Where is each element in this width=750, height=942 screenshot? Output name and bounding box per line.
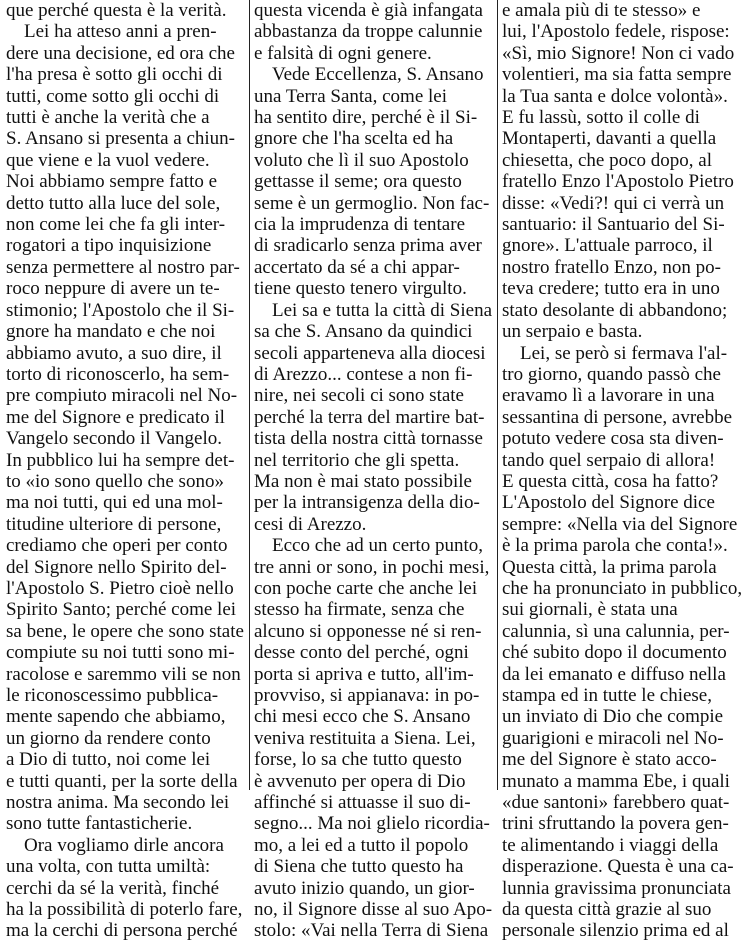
text-line: senza permettere al nostro par-: [6, 256, 240, 278]
text-line: e falsità di ogni genere.: [254, 42, 432, 64]
text-line: pre compiuto miracoli nel No-: [6, 385, 238, 407]
text-line: gnore». L'attuale parroco, il: [502, 235, 713, 257]
text-line: Spirito Santo; perché come lei: [6, 599, 237, 621]
text-line: da questa città grazie al suo: [502, 899, 712, 921]
text-line: di Arezzo... contese a non fi-: [254, 363, 473, 385]
text-line: «Sì, mio Signore! Non ci vado: [502, 42, 735, 64]
text-column-1: [6, 0, 244, 942]
text-line: Ma non è mai stato possibile: [254, 470, 472, 492]
text-line: In pubblico lui ha sempre det-: [6, 449, 235, 471]
text-line: gettasse il seme; ora questo: [254, 171, 462, 193]
column-rule-1: [249, 0, 250, 790]
text-column-2: [254, 0, 493, 942]
text-line: nel territorio che gli spetta.: [254, 449, 460, 471]
text-line: sa bene, le opere che sono state: [6, 620, 244, 642]
text-line: no, il Signore disse al suo Apo-: [254, 899, 493, 921]
text-line: racolose e saremmo vili se non: [6, 663, 241, 685]
text-line: Ora vogliamo dirle ancora: [24, 834, 224, 856]
text-line: e tutti quanti, per la sorte della: [6, 770, 238, 792]
text-line: ché subito dopo il documento: [502, 642, 727, 664]
text-line: detto tutto alla luce del sole,: [6, 192, 221, 214]
text-line: con poche carte che anche lei: [254, 577, 478, 599]
text-line: crediamo che operi per conto: [6, 535, 228, 557]
text-line: affinché si attuasse il suo di-: [254, 792, 471, 814]
text-line: Ecco che ad un certo punto,: [272, 535, 484, 557]
text-line: desse conto del perché, ogni: [254, 642, 469, 664]
text-line: teva credere; tutto era in uno: [502, 278, 720, 300]
text-line: sui giornali, è stata una: [502, 599, 678, 621]
text-line: mo, a lei ed a tutto il popolo: [254, 834, 469, 856]
text-line: que viene e la vuol vedere.: [6, 149, 210, 171]
text-line: tiene questo tenero virgulto.: [254, 278, 467, 300]
text-line: tre anni or sono, in pochi mesi,: [254, 556, 490, 578]
text-line: tro giorno, quando passò che: [502, 363, 721, 385]
text-line: avuto inizio quando, un gior-: [254, 877, 475, 899]
text-line: di sradicarlo senza prima aver: [254, 235, 482, 257]
text-line: nostro fratello Enzo, non po-: [502, 256, 721, 278]
text-line: gnore che l'ha scelta ed ha: [254, 128, 454, 150]
text-line: alcuno si opponesse né si ren-: [254, 620, 482, 642]
column-rule-2: [497, 0, 498, 790]
text-line: dere una decisione, ed ora che: [6, 42, 235, 64]
text-line: «due santoni» farebbero quat-: [502, 792, 730, 814]
text-line: Noi abbiamo sempre fatto e: [6, 171, 218, 193]
text-line: Questa città, la prima parola: [502, 556, 717, 578]
text-line: segno... Ma noi glielo ricordia-: [254, 813, 490, 835]
text-line: disperazione. Questa è una ca-: [502, 856, 734, 878]
text-line: non come lei che fa gli inter-: [6, 214, 226, 236]
text-line: voluto che lì il suo Apostolo: [254, 149, 469, 171]
text-line: volentieri, ma sia fatta sempre: [502, 64, 732, 86]
text-line: potuto vedere cosa sta diven-: [502, 428, 724, 450]
text-line: ma noi tutti, qui ed una mol-: [6, 492, 223, 514]
text-line: porta si apriva e tutto, all'im-: [254, 663, 474, 685]
text-line: roco neppure di avere un te-: [6, 278, 220, 300]
text-line: a Dio di tutto, noi come lei: [6, 749, 211, 771]
text-line: cia la imprudenza di tentare: [254, 214, 466, 236]
text-line: tista della nostra città tornasse: [254, 428, 483, 450]
text-line: di Siena che tutto questo ha: [254, 856, 464, 878]
text-line: è la prima parola che conta!».: [502, 535, 728, 557]
text-line: Lei ha atteso anni a pren-: [24, 21, 217, 43]
text-line: sessantina di persone, avrebbe: [502, 406, 733, 428]
text-line: le riconoscessimo pubblica-: [6, 685, 219, 706]
text-line: sono tutte fantasticherie.: [6, 813, 193, 835]
text-line: del Signore nello Spirito del-: [6, 556, 227, 578]
text-line: rogatori a tipo inquisizione: [6, 235, 212, 257]
text-line: questa vicenda è già infangata: [254, 0, 483, 21]
text-line: nostra anima. Ma secondo lei: [6, 792, 230, 814]
text-column-3: [502, 0, 744, 942]
text-line: Lei, se però si fermava l'al-: [520, 342, 728, 364]
text-line: titudine ulteriore di persone,: [6, 513, 222, 535]
text-line: una volta, con tutta umiltà:: [6, 856, 211, 878]
text-line: Montaperti, davanti a quella: [502, 128, 717, 150]
text-line: un giorno da rendere conto: [6, 727, 211, 749]
text-line: ma la cerchi di persona perché: [6, 920, 238, 942]
text-line: munato a mamma Ebe, i quali: [502, 770, 730, 792]
column-2-text: [254, 0, 492, 942]
text-line: cesi di Arezzo.: [254, 513, 367, 535]
text-line: abbiamo avuto, a suo dire, il: [6, 342, 222, 364]
text-line: Lei sa e tutta la città di Siena: [272, 299, 493, 321]
text-line: che ha pronunciato in pubblico,: [502, 577, 743, 599]
text-line: santuario: il Santuario del Si-: [502, 214, 725, 236]
text-line: stolo: «Vai nella Terra di Siena: [254, 920, 489, 942]
text-line: ha la possibilità di poterlo fare,: [6, 899, 243, 921]
text-line: E fu lassù, sotto il colle di: [502, 107, 700, 129]
text-line: Vede Eccellenza, S. Ansano: [272, 64, 484, 86]
text-line: forse, lo sa che tutto questo: [254, 749, 462, 771]
text-line: me del Signore è stato acco-: [502, 749, 717, 771]
text-line: lunnia gravissima pronunciata: [502, 877, 731, 899]
text-line: nire, nei secoli ci sono state: [254, 385, 464, 407]
text-line: trini sfruttando la povera gen-: [502, 813, 729, 835]
text-line: tando quel serpaio di allora!: [502, 449, 716, 471]
column-3-text: [502, 0, 744, 942]
text-line: E questa città, cosa ha fatto?: [502, 470, 719, 492]
text-line: da lei emanato e diffuso nella: [502, 663, 726, 685]
text-line: disse: «Vedi?! qui ci verrà un: [502, 192, 725, 214]
text-line: chiesetta, che poco dopo, al: [502, 149, 712, 171]
column-1-text: [6, 0, 244, 942]
text-line: seme è un germoglio. Non fac-: [254, 192, 490, 214]
text-line: stesso ha firmate, senza che: [254, 599, 465, 621]
text-line: S. Ansano si presenta a chiun-: [6, 128, 236, 150]
text-line: guarigioni e miracoli nel No-: [502, 727, 724, 749]
text-line: cerchi da sé la verità, finché: [6, 877, 220, 899]
text-line: provviso, si appianava: in po-: [254, 685, 480, 706]
text-line: è avvenuto per opera di Dio: [254, 770, 466, 792]
text-line: chi mesi ecco che S. Ansano: [254, 706, 471, 728]
text-line: un serpaio e basta.: [502, 321, 643, 343]
text-line: calunnia, sì una calunnia, per-: [502, 620, 730, 642]
text-line: stampa ed in tutte le chiese,: [502, 685, 712, 706]
text-line: una Terra Santa, come lei: [254, 85, 447, 107]
text-line: eravamo lì a lavorare in una: [502, 385, 715, 407]
text-line: que perché questa è la verità.: [6, 0, 227, 21]
text-line: tutti, come sotto gli occhi di: [6, 85, 220, 107]
text-line: stimonio; l'Apostolo che il Si-: [6, 299, 235, 321]
text-line: abbastanza da troppe calunnie: [254, 21, 483, 43]
text-line: to «io sono quello che sono»: [6, 470, 224, 492]
text-line: la Tua santa e dolce volontà».: [502, 85, 728, 107]
text-line: stato desolante di abbandono;: [502, 299, 728, 321]
text-line: e amala più di te stesso» e: [502, 0, 701, 21]
text-line: l'ha presa è sotto gli occhi di: [6, 64, 223, 86]
text-line: torto di riconoscerlo, ha sem-: [6, 363, 230, 385]
text-line: L'Apostolo del Signore dice: [502, 492, 715, 514]
text-line: gnore ha mandato e che noi: [6, 321, 216, 343]
text-line: personale silenzio prima ed al: [502, 920, 729, 942]
text-line: compiute su noi tutti sono mi-: [6, 642, 235, 664]
text-line: tutti è anche la verità che a: [6, 107, 210, 129]
text-line: l'Apostolo S. Pietro cioè nello: [6, 577, 234, 599]
text-line: mente sapendo che abbiamo,: [6, 706, 226, 728]
text-line: me del Signore e predicato il: [6, 406, 225, 428]
text-line: per la intransigenza della dio-: [254, 492, 480, 514]
text-line: secoli apparteneva alla diocesi: [254, 342, 486, 364]
text-line: te alimentando i viaggi della: [502, 834, 719, 856]
text-line: un inviato di Dio che compie: [502, 706, 724, 728]
text-line: veniva restituita a Siena. Lei,: [254, 727, 476, 749]
text-line: accertato da sé a chi appar-: [254, 256, 460, 278]
text-line: sa che S. Ansano da quindici: [254, 321, 473, 343]
text-line: Vangelo secondo il Vangelo.: [6, 428, 222, 450]
text-line: ha sentito dire, perché è il Si-: [254, 107, 478, 129]
text-line: sempre: «Nella via del Signore: [502, 513, 738, 535]
text-line: lui, l'Apostolo fedele, rispose:: [502, 21, 730, 43]
text-line: perché la terra del martire bat-: [254, 406, 485, 428]
text-line: fratello Enzo l'Apostolo Pietro: [502, 171, 734, 193]
